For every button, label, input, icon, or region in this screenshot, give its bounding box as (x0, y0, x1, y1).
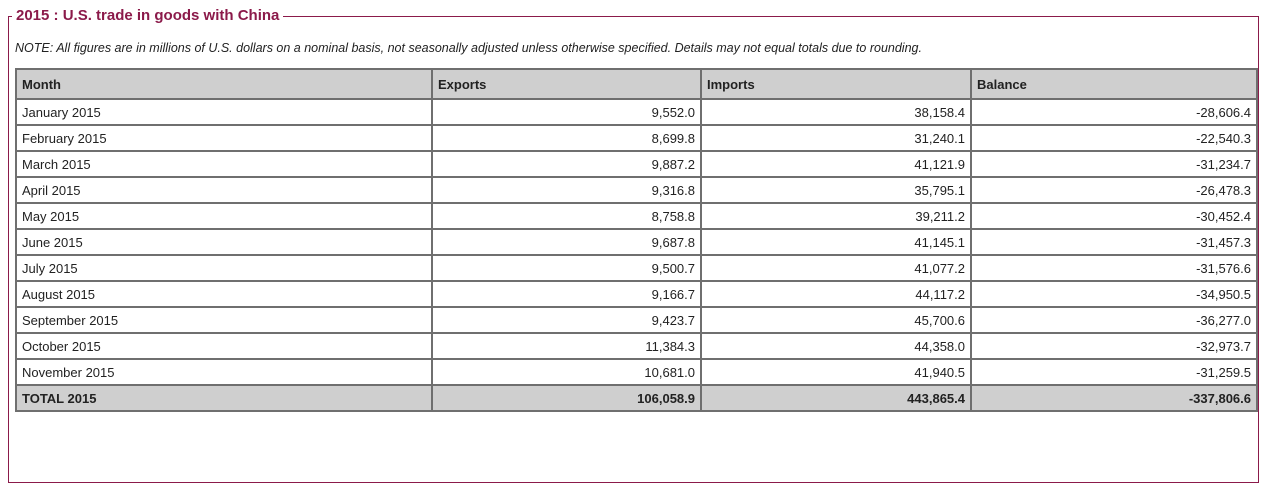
table-row (16, 281, 1257, 307)
note-text: NOTE: All figures are in millions of U.S. dollars on a nominal basis, not seasonally adjusted unless otherwise specified. Details may not equal totals due to rounding. (15, 41, 922, 55)
total-row (16, 385, 1257, 411)
cell-balance: -30,452.4 (971, 203, 1257, 229)
cell-imports: 39,211.2 (701, 203, 971, 229)
table-row (16, 177, 1257, 203)
table-row (16, 333, 1257, 359)
cell-balance: -22,540.3 (971, 125, 1257, 151)
cell-month: September 2015 (16, 307, 432, 333)
table-row (16, 359, 1257, 385)
total-balance: -337,806.6 (971, 385, 1257, 411)
total-label: TOTAL 2015 (16, 385, 432, 411)
cell-imports: 44,358.0 (701, 333, 971, 359)
table-row (16, 99, 1257, 125)
total-exports: 106,058.9 (432, 385, 701, 411)
cell-imports: 41,121.9 (701, 151, 971, 177)
cell-balance: -31,576.6 (971, 255, 1257, 281)
header-exports: Exports (432, 69, 701, 99)
cell-balance: -36,277.0 (971, 307, 1257, 333)
cell-imports: 44,117.2 (701, 281, 971, 307)
cell-imports: 41,145.1 (701, 229, 971, 255)
header-month: Month (16, 69, 432, 99)
cell-month: November 2015 (16, 359, 432, 385)
cell-exports: 11,384.3 (432, 333, 701, 359)
cell-imports: 31,240.1 (701, 125, 971, 151)
table-row (16, 203, 1257, 229)
cell-imports: 38,158.4 (701, 99, 971, 125)
cell-exports: 9,423.7 (432, 307, 701, 333)
cell-month: May 2015 (16, 203, 432, 229)
table-row (16, 125, 1257, 151)
cell-balance: -31,457.3 (971, 229, 1257, 255)
table-row (16, 255, 1257, 281)
section-title: 2015 : U.S. trade in goods with China (12, 7, 283, 25)
cell-month: April 2015 (16, 177, 432, 203)
cell-exports: 10,681.0 (432, 359, 701, 385)
cell-imports: 45,700.6 (701, 307, 971, 333)
cell-imports: 35,795.1 (701, 177, 971, 203)
cell-exports: 9,887.2 (432, 151, 701, 177)
cell-month: October 2015 (16, 333, 432, 359)
cell-month: January 2015 (16, 99, 432, 125)
cell-month: August 2015 (16, 281, 432, 307)
cell-exports: 8,699.8 (432, 125, 701, 151)
cell-exports: 8,758.8 (432, 203, 701, 229)
total-imports: 443,865.4 (701, 385, 971, 411)
cell-exports: 9,500.7 (432, 255, 701, 281)
table-header-row (16, 69, 1257, 99)
header-balance: Balance (971, 69, 1257, 99)
cell-balance: -34,950.5 (971, 281, 1257, 307)
table-row (16, 151, 1257, 177)
cell-month: February 2015 (16, 125, 432, 151)
trade-table (15, 68, 1258, 412)
cell-month: June 2015 (16, 229, 432, 255)
cell-imports: 41,077.2 (701, 255, 971, 281)
cell-balance: -28,606.4 (971, 99, 1257, 125)
cell-exports: 9,316.8 (432, 177, 701, 203)
cell-balance: -31,259.5 (971, 359, 1257, 385)
cell-exports: 9,687.8 (432, 229, 701, 255)
cell-imports: 41,940.5 (701, 359, 971, 385)
cell-balance: -32,973.7 (971, 333, 1257, 359)
cell-balance: -26,478.3 (971, 177, 1257, 203)
table-row (16, 229, 1257, 255)
trade-table-container (15, 68, 1256, 412)
cell-balance: -31,234.7 (971, 151, 1257, 177)
table-row (16, 307, 1257, 333)
cell-exports: 9,166.7 (432, 281, 701, 307)
cell-month: July 2015 (16, 255, 432, 281)
header-imports: Imports (701, 69, 971, 99)
cell-exports: 9,552.0 (432, 99, 701, 125)
cell-month: March 2015 (16, 151, 432, 177)
